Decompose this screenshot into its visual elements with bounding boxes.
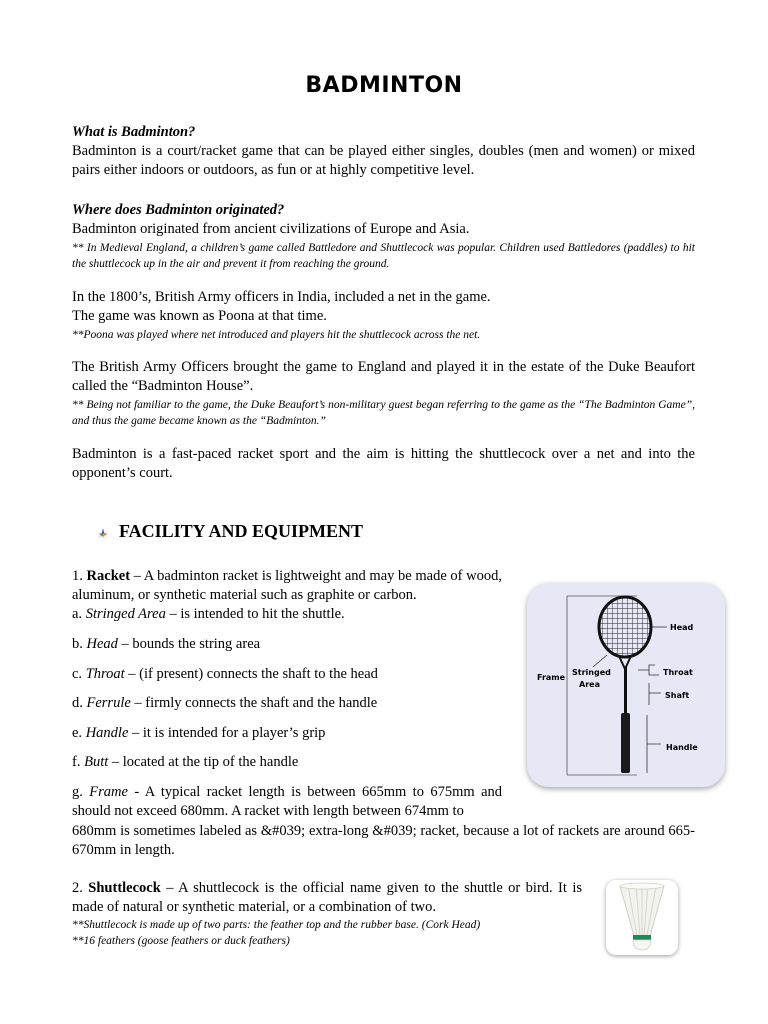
- shuttle-intro: 2. Shuttlecock – A shuttlecock is the official name given to the shuttle or bird. It is made of natural or synthetic material, or a combination of two.: [72, 880, 582, 915]
- england-text: The British Army Officers brought the game to England and played it in the estate of the Duke Beaufort called the “Badminton House”.: [72, 359, 695, 394]
- shuttle-note-2: **16 feathers (goose feathers or duck feathers): [72, 935, 290, 947]
- racket-part-d: d. Ferrule – firmly connects the shaft and the handle: [72, 695, 378, 711]
- what-question: What is Badminton?: [72, 124, 196, 140]
- origin-question: Where does Badminton originated?: [72, 202, 285, 218]
- origin-section: [72, 201, 695, 272]
- racket-part-a: a. Stringed Area – is intended to hit the shuttle.: [72, 606, 345, 622]
- origin-answer: Badminton originated from ancient civilizations of Europe and Asia.: [72, 221, 470, 237]
- racket-illustration: [527, 583, 725, 787]
- racket-frame-1: g. Frame - A typical racket length is between 665mm to 675mm and should not exceed 680mm. A racket with length between 674mm to: [72, 784, 503, 819]
- shuttle-term: Shuttlecock: [88, 880, 161, 896]
- section-title: FACILITY AND EQUIPMENT: [119, 521, 364, 541]
- label-throat: Throat: [663, 668, 693, 677]
- england-note: ** Being not familiar to the game, the Duke Beaufort’s non-military guest began referring to the game as the “The Badminton Game”, and thus the game became known as the “Badminton.”: [72, 399, 695, 427]
- label-handle: Handle: [666, 743, 698, 752]
- shuttle-note-1: **Shuttlecock is made up of two parts: the feather top and the rubber base. (Cork Head): [72, 919, 481, 931]
- origin-note: ** In Medieval England, a children’s game called Battledore and Shuttlecock was popular. Children used Battledores (paddles) to hit the shuttlecock up in the air and prevent it from reaching the ground.: [72, 242, 695, 270]
- racket-diagram: [527, 583, 725, 787]
- shuttlecock-image: [606, 880, 678, 955]
- shuttlecock-icon: [606, 880, 678, 955]
- racket-part-f: f. Butt – located at the tip of the handle: [72, 754, 299, 770]
- india-line2: The game was known as Poona at that time.: [72, 308, 327, 324]
- england-section: [72, 358, 695, 429]
- india-note: **Poona was played where net introduced and players hit the shuttlecock across the net.: [72, 329, 481, 341]
- label-shaft: Shaft: [665, 691, 690, 700]
- label-head: Head: [670, 623, 694, 632]
- star-bullet-icon: [96, 526, 110, 540]
- india-section: [72, 288, 695, 343]
- india-line1: In the 1800’s, British Army officers in India, included a net in the game.: [72, 289, 491, 305]
- racket-part-c: c. Throat – (if present) connects the shaft to the head: [72, 666, 378, 682]
- aim-section: [72, 445, 695, 483]
- aim-text: Badminton is a fast-paced racket sport and the aim is hitting the shuttlecock over a net and into the opponent’s court.: [72, 446, 695, 481]
- racket-intro: 1. Racket – A badminton racket is lightweight and may be made of wood, aluminum, or synthetic material such as graphite or carbon.: [72, 568, 502, 603]
- label-frame: Frame: [537, 673, 566, 682]
- racket-frame-2: 680mm is sometimes labeled as &#039; extra-long &#039; racket, because a lot of rackets are around 665-670mm in length.: [72, 823, 695, 858]
- what-answer: Badminton is a court/racket game that can be played either singles, doubles (men and women) or mixed pairs either indoors or outdoors, as fun or at highly competitive level.: [72, 143, 695, 178]
- what-section: [72, 123, 695, 180]
- racket-part-e: e. Handle – it is intended for a player’s grip: [72, 725, 326, 741]
- shuttle-section: [72, 879, 582, 949]
- label-stringed: Stringed: [572, 668, 611, 677]
- racket-part-b: b. Head – bounds the string area: [72, 636, 261, 652]
- section-heading: [96, 521, 363, 542]
- racket-term: Racket: [86, 568, 131, 584]
- label-area: Area: [579, 680, 600, 689]
- racket-section: [72, 567, 502, 624]
- page-title: BADMINTON: [305, 73, 463, 98]
